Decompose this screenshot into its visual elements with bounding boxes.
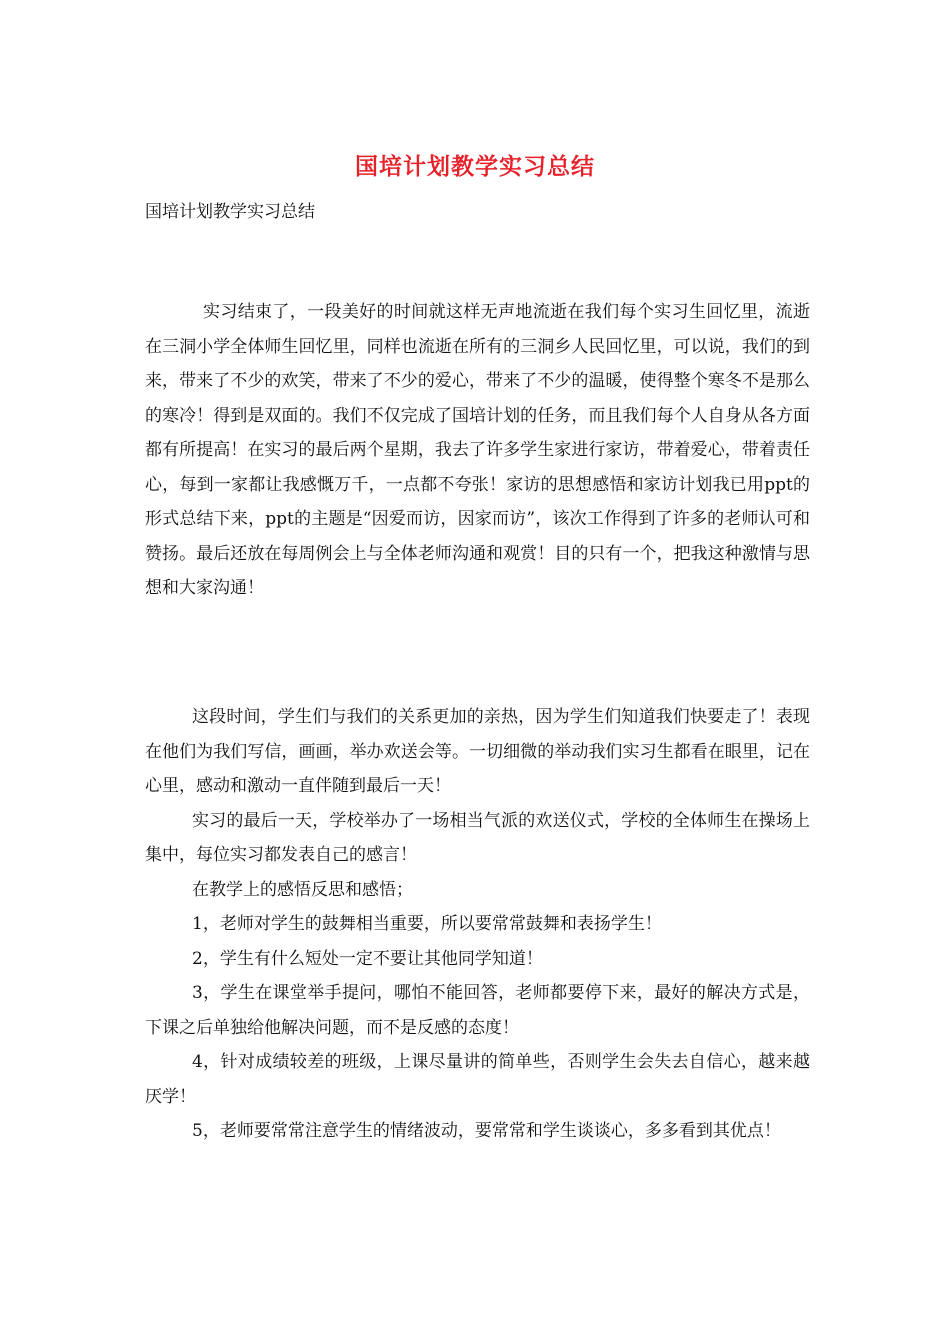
list-item: 3，学生在课堂举手提问，哪怕不能回答，老师都要停下来，最好的解决方式是，下课之后单独给他解决问题，而不是反感的态度！ [145, 983, 810, 1038]
list-item: 1，老师对学生的鼓舞相当重要，所以要常常鼓舞和表扬学生！ [192, 914, 662, 934]
document-title: 国培计划教学实习总结 [355, 153, 595, 180]
document-subtitle: 国培计划教学实习总结 [145, 202, 315, 222]
list-item: 2，学生有什么短处一定不要让其他同学知道！ [192, 948, 543, 969]
list-item: 5，老师要常常注意学生的情绪波动，要常常和学生谈谈心，多多看到其优点！ [192, 1121, 781, 1141]
list-item: 4，针对成绩较差的班级，上课尽量讲的简单些，否则学生会失去自信心，越来越厌学！ [145, 1052, 810, 1107]
body-section-1 [145, 295, 810, 606]
paragraph: 在教学上的感悟反思和感悟； [192, 879, 413, 900]
body-section-2 [145, 700, 810, 1149]
paragraph: 实习的最后一天，学校举办了一场相当气派的欢送仪式，学校的全体师生在操场上集中，每位实习都发表自己的感言！ [145, 810, 810, 865]
paragraph: 实习结束了，一段美好的时间就这样无声地流逝在我们每个实习生回忆里，流逝在三洞小学全体师生回忆里，同样也流逝在所有的三洞乡人民回忆里，可以说，我们的到来，带来了不少的欢笑，带来了不少的爱心，带来了不少的温暖，使得整个寒冬不是那么的寒冷！得到是双面的。我们不仅完成了国培计划的任务，而且我们每个人自身从各方面都有所提高！在实习的最后两个星期，我去了许多学生家进行家访，带着爱心，带着责任心，每到一家都让我感慨万千，一点都不夸张！家访的思想感悟和家访计划我已用ppt的形式总结下来，ppt的主题是“因爱而访，因家而访”，该次工作得到了许多的老师认可和赞扬。最后还放在每周例会上与全体老师沟通和观赏！目的只有一个，把我这种激情与思想和大家沟通！ [145, 302, 810, 598]
paragraph: 这段时间，学生们与我们的关系更加的亲热，因为学生们知道我们快要走了！表现在他们为我们写信，画画，举办欢送会等。一切细微的举动我们实习生都看在眼里，记在心里，感动和激动一直伴随到最后一天！ [145, 707, 810, 796]
